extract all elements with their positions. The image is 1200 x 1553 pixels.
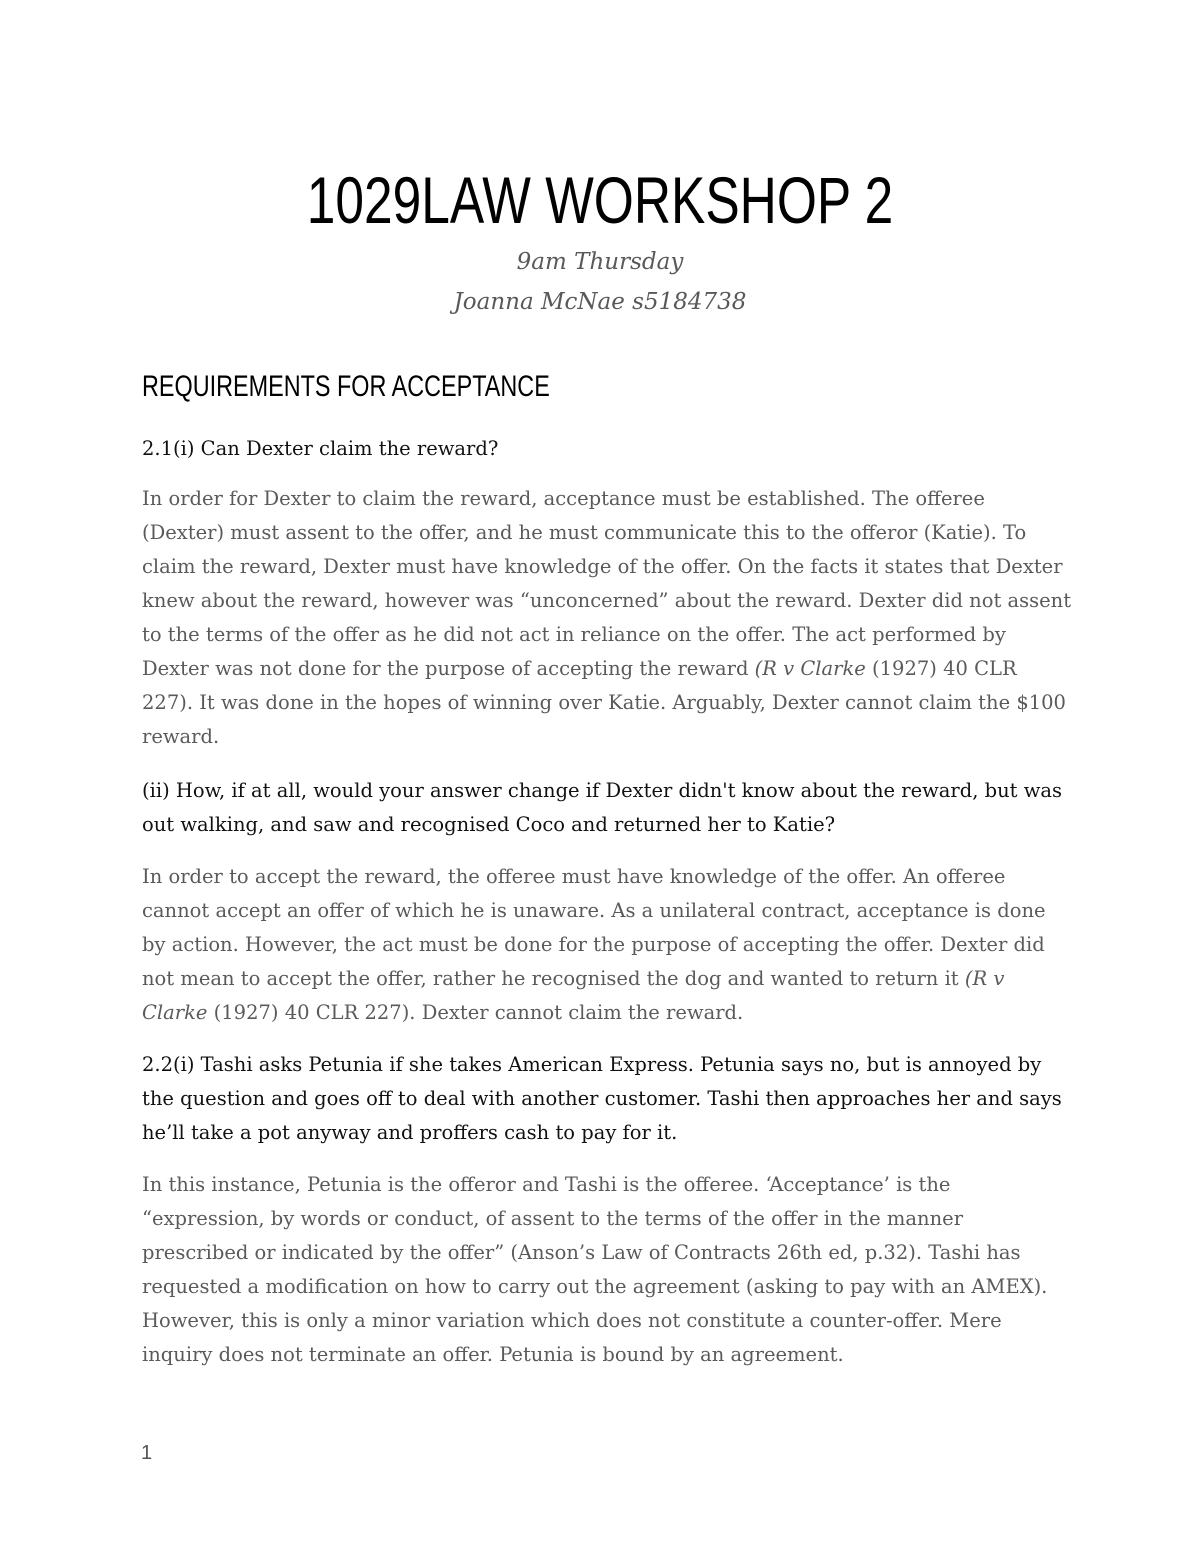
answer-2-1-ii: [142, 860, 1072, 1030]
case-citation: (R v Clarke: [754, 657, 866, 680]
subtitle-author: Joanna McNae s5184738: [453, 289, 747, 315]
answer-text: In order to accept the reward, the offeree must have knowledge of the offer. An offeree cannot accept an offer of which he is unaware. As a unilateral contract, acceptance is done by action. However, the act must be done for the purpose of accepting the offer. Dexter did not mean to accept the offer, rather he recognised the dog and wanted to return it: [142, 865, 1046, 990]
answer-2-1-i: [142, 482, 1072, 754]
section-heading: REQUIREMENTS FOR ACCEPTANCE: [142, 370, 550, 403]
document-title: 1029LAW WORKSHOP 2: [306, 163, 894, 237]
answer-text: (1927) 40 CLR 227). Dexter cannot claim the reward.: [207, 1001, 744, 1024]
answer-text: In order for Dexter to claim the reward, acceptance must be established. The offeree (Dexter) must assent to the offer, and he must communicate this to the offeror (Katie). To claim the reward, Dexter must have knowledge of the offer. On the facts it states that Dexter knew about the reward, however was “unconcerned” about the reward. Dexter did not assent to the terms of the offer as he did not act in reliance on the offer. The act performed by Dexter was not done for the purpose of accepting the reward: [142, 487, 1072, 680]
case-citation: (R v Clarke: [142, 967, 1005, 1024]
answer-text: (1927) 40 CLR 227). It was done in the hopes of winning over Katie. Arguably, Dexter cannot claim the $100 reward.: [142, 657, 1066, 748]
question-2-1-i: 2.1(i) Can Dexter claim the reward?: [142, 437, 499, 460]
answer-2-2-i: In this instance, Petunia is the offeror and Tashi is the offeree. ‘Acceptance’ is the “expression, by words or conduct, of assent to the terms of the offer in the manner prescribed or indicated by the offer” (Anson’s Law of Contracts 26th ed, p.32). Tashi has requested a modification on how to carry out the agreement (asking to pay with an AMEX). However, this is only a minor variation which does not constitute a counter-offer. Mere inquiry does not terminate an offer. Petunia is bound by an agreement.: [142, 1173, 1048, 1366]
subtitle-time: 9am Thursday: [516, 249, 684, 275]
question-2-1-ii: (ii) How, if at all, would your answer change if Dexter didn't know about the reward, but was out walking, and saw and recognised Coco and returned her to Katie?: [142, 779, 1063, 836]
page-number: 1: [141, 1442, 153, 1464]
question-2-2-i: 2.2(i) Tashi asks Petunia if she takes American Express. Petunia says no, but is annoyed by the question and goes off to deal with another customer. Tashi then approaches her and says he’ll take a pot anyway and proffers cash to pay for it.: [142, 1053, 1062, 1144]
